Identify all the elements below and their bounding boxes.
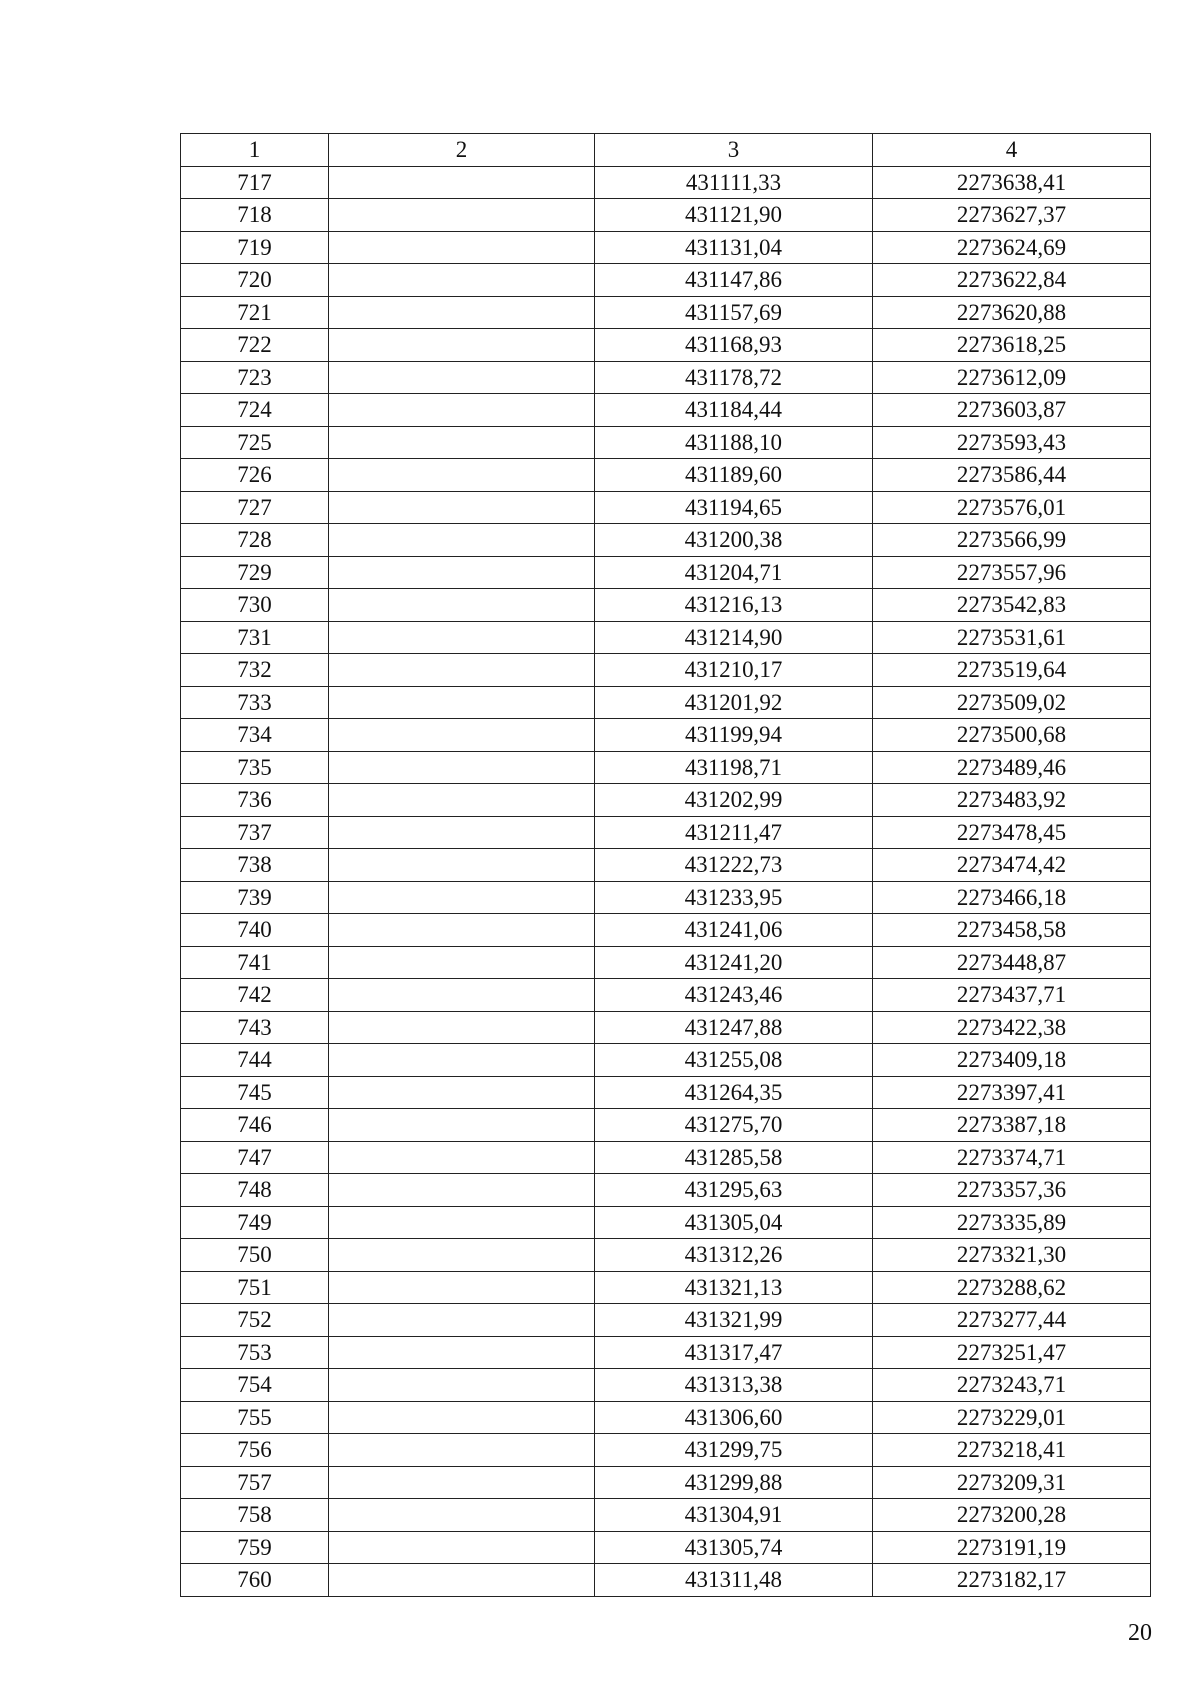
table-row bbox=[181, 1271, 1151, 1304]
y-coordinate-cell: 2273509,02 bbox=[873, 686, 1151, 719]
point-number-cell: 754 bbox=[181, 1369, 329, 1402]
table-row bbox=[181, 1434, 1151, 1467]
point-number-cell: 717 bbox=[181, 166, 329, 199]
description-cell bbox=[329, 849, 595, 882]
point-number-cell: 738 bbox=[181, 849, 329, 882]
x-coordinate-cell: 431247,88 bbox=[595, 1011, 873, 1044]
table-row bbox=[181, 1174, 1151, 1207]
x-coordinate-cell: 431121,90 bbox=[595, 199, 873, 232]
x-coordinate-cell: 431321,99 bbox=[595, 1304, 873, 1337]
y-coordinate-cell: 2273209,31 bbox=[873, 1466, 1151, 1499]
y-coordinate-cell: 2273277,44 bbox=[873, 1304, 1151, 1337]
table-row bbox=[181, 1336, 1151, 1369]
point-number-cell: 731 bbox=[181, 621, 329, 654]
table-row bbox=[181, 166, 1151, 199]
table-row bbox=[181, 264, 1151, 297]
y-coordinate-cell: 2273620,88 bbox=[873, 296, 1151, 329]
y-coordinate-cell: 2273566,99 bbox=[873, 524, 1151, 557]
x-coordinate-cell: 431200,38 bbox=[595, 524, 873, 557]
x-coordinate-cell: 431178,72 bbox=[595, 361, 873, 394]
y-coordinate-cell: 2273321,30 bbox=[873, 1239, 1151, 1272]
column-header-2: 2 bbox=[329, 134, 595, 167]
column-header-3: 3 bbox=[595, 134, 873, 167]
y-coordinate-cell: 2273422,38 bbox=[873, 1011, 1151, 1044]
table-row bbox=[181, 621, 1151, 654]
point-number-cell: 748 bbox=[181, 1174, 329, 1207]
table-row bbox=[181, 1011, 1151, 1044]
y-coordinate-cell: 2273218,41 bbox=[873, 1434, 1151, 1467]
x-coordinate-cell: 431188,10 bbox=[595, 426, 873, 459]
table-row bbox=[181, 556, 1151, 589]
description-cell bbox=[329, 1304, 595, 1337]
description-cell bbox=[329, 654, 595, 687]
x-coordinate-cell: 431321,13 bbox=[595, 1271, 873, 1304]
description-cell bbox=[329, 394, 595, 427]
description-cell bbox=[329, 426, 595, 459]
y-coordinate-cell: 2273251,47 bbox=[873, 1336, 1151, 1369]
y-coordinate-cell: 2273531,61 bbox=[873, 621, 1151, 654]
description-cell bbox=[329, 1434, 595, 1467]
table-row bbox=[181, 1304, 1151, 1337]
x-coordinate-cell: 431198,71 bbox=[595, 751, 873, 784]
description-cell bbox=[329, 1336, 595, 1369]
description-cell bbox=[329, 979, 595, 1012]
x-coordinate-cell: 431312,26 bbox=[595, 1239, 873, 1272]
point-number-cell: 747 bbox=[181, 1141, 329, 1174]
table-row bbox=[181, 1466, 1151, 1499]
x-coordinate-cell: 431243,46 bbox=[595, 979, 873, 1012]
description-cell bbox=[329, 361, 595, 394]
point-number-cell: 760 bbox=[181, 1564, 329, 1597]
point-number-cell: 758 bbox=[181, 1499, 329, 1532]
point-number-cell: 752 bbox=[181, 1304, 329, 1337]
description-cell bbox=[329, 816, 595, 849]
table-row bbox=[181, 231, 1151, 264]
description-cell bbox=[329, 751, 595, 784]
x-coordinate-cell: 431204,71 bbox=[595, 556, 873, 589]
point-number-cell: 734 bbox=[181, 719, 329, 752]
description-cell bbox=[329, 556, 595, 589]
point-number-cell: 750 bbox=[181, 1239, 329, 1272]
column-header-1: 1 bbox=[181, 134, 329, 167]
table-row bbox=[181, 686, 1151, 719]
y-coordinate-cell: 2273335,89 bbox=[873, 1206, 1151, 1239]
description-cell bbox=[329, 329, 595, 362]
y-coordinate-cell: 2273638,41 bbox=[873, 166, 1151, 199]
table-header-row bbox=[181, 134, 1151, 167]
point-number-cell: 753 bbox=[181, 1336, 329, 1369]
x-coordinate-cell: 431311,48 bbox=[595, 1564, 873, 1597]
y-coordinate-cell: 2273387,18 bbox=[873, 1109, 1151, 1142]
point-number-cell: 724 bbox=[181, 394, 329, 427]
point-number-cell: 726 bbox=[181, 459, 329, 492]
table-row bbox=[181, 491, 1151, 524]
point-number-cell: 718 bbox=[181, 199, 329, 232]
table-row bbox=[181, 1369, 1151, 1402]
description-cell bbox=[329, 1141, 595, 1174]
y-coordinate-cell: 2273519,64 bbox=[873, 654, 1151, 687]
table-row bbox=[181, 784, 1151, 817]
point-number-cell: 742 bbox=[181, 979, 329, 1012]
point-number-cell: 749 bbox=[181, 1206, 329, 1239]
table-row bbox=[181, 394, 1151, 427]
table-row bbox=[181, 459, 1151, 492]
table-row bbox=[181, 914, 1151, 947]
table-row bbox=[181, 361, 1151, 394]
x-coordinate-cell: 431210,17 bbox=[595, 654, 873, 687]
y-coordinate-cell: 2273288,62 bbox=[873, 1271, 1151, 1304]
column-header-4: 4 bbox=[873, 134, 1151, 167]
table-row bbox=[181, 329, 1151, 362]
x-coordinate-cell: 431214,90 bbox=[595, 621, 873, 654]
x-coordinate-cell: 431313,38 bbox=[595, 1369, 873, 1402]
point-number-cell: 721 bbox=[181, 296, 329, 329]
description-cell bbox=[329, 719, 595, 752]
x-coordinate-cell: 431131,04 bbox=[595, 231, 873, 264]
point-number-cell: 730 bbox=[181, 589, 329, 622]
y-coordinate-cell: 2273448,87 bbox=[873, 946, 1151, 979]
x-coordinate-cell: 431194,65 bbox=[595, 491, 873, 524]
y-coordinate-cell: 2273474,42 bbox=[873, 849, 1151, 882]
description-cell bbox=[329, 946, 595, 979]
x-coordinate-cell: 431304,91 bbox=[595, 1499, 873, 1532]
point-number-cell: 759 bbox=[181, 1531, 329, 1564]
table-row bbox=[181, 751, 1151, 784]
x-coordinate-cell: 431199,94 bbox=[595, 719, 873, 752]
y-coordinate-cell: 2273586,44 bbox=[873, 459, 1151, 492]
description-cell bbox=[329, 589, 595, 622]
table-row bbox=[181, 979, 1151, 1012]
x-coordinate-cell: 431189,60 bbox=[595, 459, 873, 492]
table-row bbox=[181, 1206, 1151, 1239]
table-body bbox=[181, 166, 1151, 1596]
point-number-cell: 719 bbox=[181, 231, 329, 264]
point-number-cell: 757 bbox=[181, 1466, 329, 1499]
x-coordinate-cell: 431201,92 bbox=[595, 686, 873, 719]
point-number-cell: 745 bbox=[181, 1076, 329, 1109]
description-cell bbox=[329, 199, 595, 232]
point-number-cell: 728 bbox=[181, 524, 329, 557]
point-number-cell: 733 bbox=[181, 686, 329, 719]
point-number-cell: 736 bbox=[181, 784, 329, 817]
y-coordinate-cell: 2273191,19 bbox=[873, 1531, 1151, 1564]
table-row bbox=[181, 1401, 1151, 1434]
x-coordinate-cell: 431305,74 bbox=[595, 1531, 873, 1564]
y-coordinate-cell: 2273618,25 bbox=[873, 329, 1151, 362]
point-number-cell: 739 bbox=[181, 881, 329, 914]
point-number-cell: 744 bbox=[181, 1044, 329, 1077]
table-row bbox=[181, 849, 1151, 882]
x-coordinate-cell: 431222,73 bbox=[595, 849, 873, 882]
y-coordinate-cell: 2273500,68 bbox=[873, 719, 1151, 752]
y-coordinate-cell: 2273437,71 bbox=[873, 979, 1151, 1012]
coordinates-table bbox=[180, 133, 1151, 1597]
y-coordinate-cell: 2273612,09 bbox=[873, 361, 1151, 394]
point-number-cell: 743 bbox=[181, 1011, 329, 1044]
x-coordinate-cell: 431275,70 bbox=[595, 1109, 873, 1142]
description-cell bbox=[329, 231, 595, 264]
y-coordinate-cell: 2273576,01 bbox=[873, 491, 1151, 524]
y-coordinate-cell: 2273624,69 bbox=[873, 231, 1151, 264]
x-coordinate-cell: 431299,88 bbox=[595, 1466, 873, 1499]
description-cell bbox=[329, 1206, 595, 1239]
description-cell bbox=[329, 1011, 595, 1044]
table-row bbox=[181, 1239, 1151, 1272]
description-cell bbox=[329, 1401, 595, 1434]
description-cell bbox=[329, 914, 595, 947]
description-cell bbox=[329, 1564, 595, 1597]
table-row bbox=[181, 296, 1151, 329]
table-row bbox=[181, 199, 1151, 232]
x-coordinate-cell: 431111,33 bbox=[595, 166, 873, 199]
description-cell bbox=[329, 1109, 595, 1142]
point-number-cell: 727 bbox=[181, 491, 329, 524]
description-cell bbox=[329, 621, 595, 654]
table-row bbox=[181, 1499, 1151, 1532]
point-number-cell: 725 bbox=[181, 426, 329, 459]
x-coordinate-cell: 431241,20 bbox=[595, 946, 873, 979]
y-coordinate-cell: 2273483,92 bbox=[873, 784, 1151, 817]
x-coordinate-cell: 431157,69 bbox=[595, 296, 873, 329]
page-number: 20 bbox=[1128, 1620, 1152, 1646]
description-cell bbox=[329, 1531, 595, 1564]
y-coordinate-cell: 2273542,83 bbox=[873, 589, 1151, 622]
point-number-cell: 746 bbox=[181, 1109, 329, 1142]
description-cell bbox=[329, 1174, 595, 1207]
y-coordinate-cell: 2273478,45 bbox=[873, 816, 1151, 849]
x-coordinate-cell: 431255,08 bbox=[595, 1044, 873, 1077]
x-coordinate-cell: 431202,99 bbox=[595, 784, 873, 817]
x-coordinate-cell: 431264,35 bbox=[595, 1076, 873, 1109]
table-row bbox=[181, 1531, 1151, 1564]
y-coordinate-cell: 2273627,37 bbox=[873, 199, 1151, 232]
y-coordinate-cell: 2273622,84 bbox=[873, 264, 1151, 297]
description-cell bbox=[329, 1271, 595, 1304]
table-row bbox=[181, 589, 1151, 622]
description-cell bbox=[329, 784, 595, 817]
description-cell bbox=[329, 1076, 595, 1109]
table-row bbox=[181, 426, 1151, 459]
x-coordinate-cell: 431184,44 bbox=[595, 394, 873, 427]
x-coordinate-cell: 431305,04 bbox=[595, 1206, 873, 1239]
description-cell bbox=[329, 296, 595, 329]
x-coordinate-cell: 431147,86 bbox=[595, 264, 873, 297]
table-row bbox=[181, 946, 1151, 979]
x-coordinate-cell: 431299,75 bbox=[595, 1434, 873, 1467]
point-number-cell: 729 bbox=[181, 556, 329, 589]
y-coordinate-cell: 2273374,71 bbox=[873, 1141, 1151, 1174]
y-coordinate-cell: 2273243,71 bbox=[873, 1369, 1151, 1402]
y-coordinate-cell: 2273182,17 bbox=[873, 1564, 1151, 1597]
y-coordinate-cell: 2273229,01 bbox=[873, 1401, 1151, 1434]
table-row bbox=[181, 1564, 1151, 1597]
point-number-cell: 751 bbox=[181, 1271, 329, 1304]
point-number-cell: 720 bbox=[181, 264, 329, 297]
point-number-cell: 755 bbox=[181, 1401, 329, 1434]
table-row bbox=[181, 881, 1151, 914]
description-cell bbox=[329, 459, 595, 492]
table-row bbox=[181, 524, 1151, 557]
description-cell bbox=[329, 1044, 595, 1077]
y-coordinate-cell: 2273200,28 bbox=[873, 1499, 1151, 1532]
description-cell bbox=[329, 166, 595, 199]
y-coordinate-cell: 2273458,58 bbox=[873, 914, 1151, 947]
x-coordinate-cell: 431306,60 bbox=[595, 1401, 873, 1434]
point-number-cell: 732 bbox=[181, 654, 329, 687]
point-number-cell: 735 bbox=[181, 751, 329, 784]
point-number-cell: 722 bbox=[181, 329, 329, 362]
table-row bbox=[181, 1141, 1151, 1174]
description-cell bbox=[329, 1499, 595, 1532]
point-number-cell: 737 bbox=[181, 816, 329, 849]
x-coordinate-cell: 431295,63 bbox=[595, 1174, 873, 1207]
point-number-cell: 740 bbox=[181, 914, 329, 947]
point-number-cell: 723 bbox=[181, 361, 329, 394]
point-number-cell: 741 bbox=[181, 946, 329, 979]
x-coordinate-cell: 431241,06 bbox=[595, 914, 873, 947]
description-cell bbox=[329, 1369, 595, 1402]
table-row bbox=[181, 719, 1151, 752]
description-cell bbox=[329, 686, 595, 719]
y-coordinate-cell: 2273603,87 bbox=[873, 394, 1151, 427]
y-coordinate-cell: 2273593,43 bbox=[873, 426, 1151, 459]
table-row bbox=[181, 654, 1151, 687]
x-coordinate-cell: 431285,58 bbox=[595, 1141, 873, 1174]
table-row bbox=[181, 816, 1151, 849]
description-cell bbox=[329, 264, 595, 297]
y-coordinate-cell: 2273357,36 bbox=[873, 1174, 1151, 1207]
point-number-cell: 756 bbox=[181, 1434, 329, 1467]
description-cell bbox=[329, 524, 595, 557]
y-coordinate-cell: 2273557,96 bbox=[873, 556, 1151, 589]
description-cell bbox=[329, 1466, 595, 1499]
y-coordinate-cell: 2273409,18 bbox=[873, 1044, 1151, 1077]
x-coordinate-cell: 431211,47 bbox=[595, 816, 873, 849]
x-coordinate-cell: 431168,93 bbox=[595, 329, 873, 362]
y-coordinate-cell: 2273489,46 bbox=[873, 751, 1151, 784]
description-cell bbox=[329, 491, 595, 524]
x-coordinate-cell: 431216,13 bbox=[595, 589, 873, 622]
description-cell bbox=[329, 881, 595, 914]
y-coordinate-cell: 2273466,18 bbox=[873, 881, 1151, 914]
y-coordinate-cell: 2273397,41 bbox=[873, 1076, 1151, 1109]
description-cell bbox=[329, 1239, 595, 1272]
x-coordinate-cell: 431233,95 bbox=[595, 881, 873, 914]
table-row bbox=[181, 1076, 1151, 1109]
table-row bbox=[181, 1109, 1151, 1142]
x-coordinate-cell: 431317,47 bbox=[595, 1336, 873, 1369]
table-row bbox=[181, 1044, 1151, 1077]
